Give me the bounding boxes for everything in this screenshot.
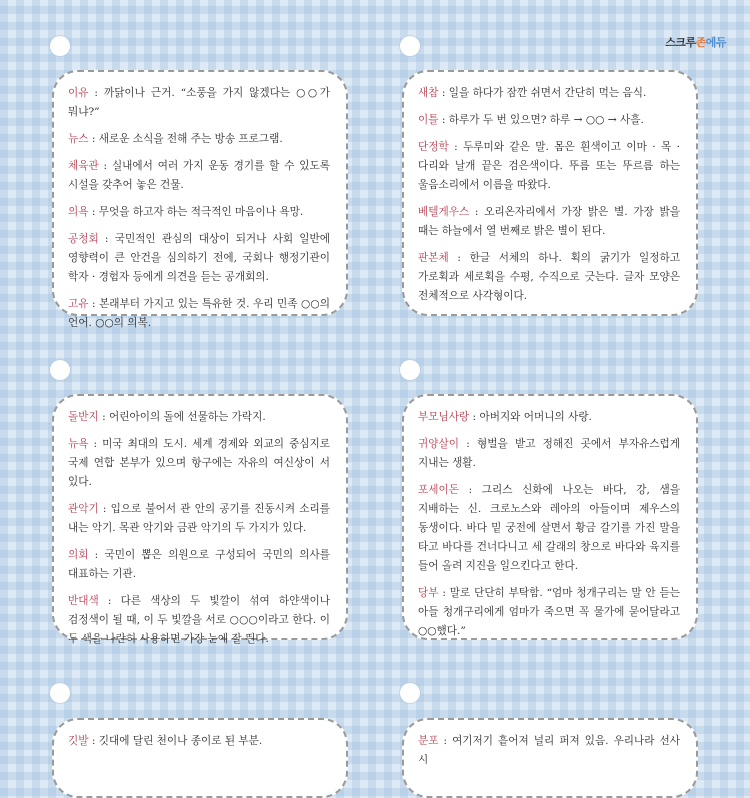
vocab-term: 관악기 [68, 503, 99, 515]
vocab-term: 단정학 [418, 141, 449, 153]
vocab-entry [418, 84, 680, 103]
vocab-entry [418, 249, 680, 306]
term-separator: : [438, 114, 449, 126]
term-separator: : [88, 438, 103, 450]
vocab-entry [68, 295, 330, 333]
vocab-definition: 한글 서체의 하나. 획의 굵기가 일정하고 가로획과 세로획을 수평, 수직으로 긋는다. 글자 모양은 전체적으로 사각형이다. [418, 252, 680, 302]
term-separator: : [88, 206, 99, 218]
vocab-card [402, 718, 698, 798]
term-separator: : [98, 160, 112, 172]
vocab-definition: 어린아이의 돌에 선물하는 가락지. [109, 411, 266, 423]
binder-hole [50, 360, 70, 380]
term-separator: : [438, 587, 450, 599]
vocab-definition: 아버지와 어머니의 사랑. [479, 411, 592, 423]
vocab-entry [418, 584, 680, 641]
vocab-entry [418, 408, 680, 427]
term-separator: : [88, 735, 99, 747]
vocab-definition: 본래부터 가지고 있는 특유한 것. 우리 민족 ○○의 언어. ○○의 의복. [68, 298, 330, 329]
vocab-entry [418, 203, 680, 241]
vocab-term: 반대색 [68, 595, 99, 607]
vocab-definition: 까닭이나 근거. “소풍을 가지 않겠다는 ○○가 뭐냐?” [68, 87, 330, 118]
binder-hole [400, 360, 420, 380]
vocab-definition: 말로 단단히 부탁함. “엄마 청개구리는 말 안 듣는 아들 청개구리에게 엄마가 죽으면 꼭 물가에 묻어달라고 ○○했다.” [418, 587, 680, 637]
vocab-card [52, 70, 348, 329]
vocab-entry [68, 435, 330, 492]
term-separator: : [438, 87, 449, 99]
vocab-definition: 다른 색상의 두 빛깔이 섞여 하얀색이나 검정색이 될 때, 이 두 빛깔을 서로 ○○○이라고 한다. 이 두 색을 나란히 사용하면 가장 눈에 잘 띈다. [68, 595, 330, 645]
vocab-entry [418, 481, 680, 576]
vocab-term: 체육관 [68, 160, 99, 172]
term-separator: : [448, 252, 470, 264]
vocab-term: 깃발 [68, 735, 89, 747]
vocab-card [402, 394, 698, 640]
term-separator: : [448, 141, 464, 153]
vocab-card [402, 70, 698, 316]
vocab-entry [68, 84, 330, 122]
term-separator: : [88, 298, 100, 310]
vocab-term: 뉴스 [68, 133, 89, 145]
vocab-term: 고유 [68, 298, 89, 310]
vocab-entry [68, 157, 330, 195]
binder-hole [50, 36, 70, 56]
term-separator: : [88, 549, 105, 561]
vocab-term: 당부 [418, 587, 439, 599]
term-separator: : [458, 484, 482, 496]
vocab-definition: 일을 하다가 잠깐 쉬면서 간단히 먹는 음식. [448, 87, 647, 99]
term-separator: : [98, 233, 115, 245]
vocab-term: 돌반지 [68, 411, 99, 423]
term-separator: : [458, 438, 478, 450]
vocab-entry [418, 138, 680, 195]
vocab-term: 공청회 [68, 233, 99, 245]
vocab-entry [418, 732, 680, 770]
vocab-card [52, 394, 348, 645]
vocab-entry [68, 203, 330, 222]
vocab-definition: 형벌을 받고 정해진 곳에서 부자유스럽게 지내는 생활. [418, 438, 680, 469]
vocab-definition: 깃대에 달린 천이나 종이로 된 부분. [98, 735, 263, 747]
vocab-card [52, 718, 348, 798]
vocab-definition: 새로운 소식을 전해 주는 방송 프로그램. [98, 133, 283, 145]
vocab-entry [68, 408, 330, 427]
vocab-entry [68, 732, 330, 751]
vocab-term: 분포 [418, 735, 439, 747]
vocab-entry [68, 130, 330, 149]
vocab-term: 베텔게우스 [418, 206, 470, 218]
term-separator: : [98, 411, 110, 423]
vocab-entry [68, 230, 330, 287]
vocab-entry [418, 435, 680, 473]
vocab-term: 새참 [418, 87, 439, 99]
binder-hole [50, 683, 70, 703]
vocab-term: 귀양살이 [418, 438, 459, 450]
vocab-term: 의욕 [68, 206, 89, 218]
vocab-definition: 여기저기 흩어져 널리 퍼져 있음. 우리나라 선사 시 [418, 735, 680, 766]
term-separator: : [98, 503, 111, 515]
vocab-definition: 두루미와 같은 말. 몸은 흰색이고 이마 · 목 · 다리와 날개 끝은 검은색이다. 뚜름 또는 뚜르름 하는 울음소리에서 이름을 따왔다. [418, 141, 681, 191]
binder-hole [400, 36, 420, 56]
term-separator: : [98, 595, 121, 607]
term-separator: : [88, 87, 104, 99]
vocab-definition: 미국 최대의 도시. 세계 경제와 외교의 중심지로 국제 연합 본부가 있으며 항구에는 자유의 여신상이 서 있다. [68, 438, 330, 488]
vocab-definition: 실내에서 여러 가지 운동 경기를 할 수 있도록 시설을 갖추어 놓은 건물. [68, 160, 330, 191]
vocab-term: 뉴욕 [68, 438, 89, 450]
vocab-term: 포세이돈 [418, 484, 459, 496]
vocab-entry [68, 592, 330, 649]
vocab-definition: 국민이 뽑은 의원으로 구성되어 국민의 의사를 대표하는 기관. [68, 549, 330, 580]
vocab-term: 판본체 [418, 252, 449, 264]
term-separator: : [438, 735, 453, 747]
term-separator: : [88, 133, 99, 145]
vocab-definition: 하루가 두 번 있으면? 하루 → ○○ → 사흘. [448, 114, 644, 126]
vocab-term: 부모님사랑 [418, 411, 470, 423]
vocab-entry [418, 111, 680, 130]
vocab-entry [68, 500, 330, 538]
vocab-term: 이틀 [418, 114, 439, 126]
vocab-definition: 무엇을 하고자 하는 적극적인 마음이나 욕망. [98, 206, 304, 218]
vocab-definition: 그리스 신화에 나오는 바다, 강, 샘을 지배하는 신. 크로노스와 레아의 아들이며 제우스의 동생이다. 바다 밑 궁전에 살면서 황금 갈기를 가진 말을 타고 바다를 건너다니고 세 갈래의 창으로 바다와 육지를 들어 올려 지진을 일으킨다고 한다. [418, 484, 680, 572]
vocab-term: 의회 [68, 549, 89, 561]
binder-hole [400, 683, 420, 703]
term-separator: : [469, 206, 485, 218]
vocab-term: 이유 [68, 87, 89, 99]
vocab-entry [68, 546, 330, 584]
vocab-definition: 국민적인 관심의 대상이 되거나 사회 일반에 영향력이 큰 안건을 심의하기 전에, 국회나 행정기관이 학자 · 경험자 등에게 의견을 듣는 공개회의. [68, 233, 330, 283]
logo: 스크루존에듀 [665, 36, 726, 49]
term-separator: : [469, 411, 480, 423]
vocab-definition: 입으로 불어서 관 안의 공기를 진동시켜 소리를 내는 악기. 목관 악기와 금관 악기의 두 가지가 있다. [68, 503, 330, 534]
vocab-definition: 오리온자리에서 가장 밝은 별. 가장 밝을 때는 하늘에서 열 번째로 밝은 별이 된다. [418, 206, 680, 237]
